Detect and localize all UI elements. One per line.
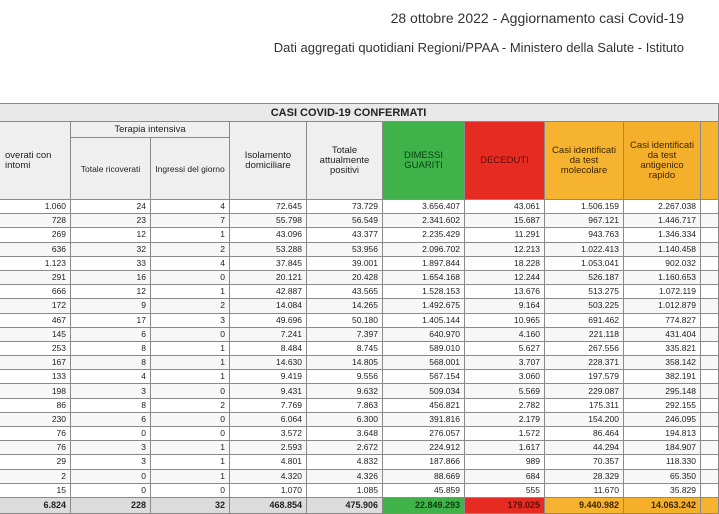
cell-antigenico: 774.827 <box>624 313 701 327</box>
table-row <box>0 228 719 242</box>
cell-isolamento: 7.241 <box>230 327 307 341</box>
table-row <box>0 398 719 412</box>
table-row <box>0 214 719 228</box>
cell-molecolare: 1.506.159 <box>545 200 624 214</box>
cell-positivi: 39.001 <box>307 256 383 270</box>
cell-dimessi: 187.866 <box>383 455 465 469</box>
cell-ti-totale: 3 <box>71 441 151 455</box>
cell-dimessi: 1.897.844 <box>383 256 465 270</box>
cell-deceduti: 13.676 <box>465 285 545 299</box>
cell-ti-ingressi: 0 <box>151 327 230 341</box>
cell-ti-totale: 4 <box>71 370 151 384</box>
table-row <box>0 341 719 355</box>
table-row <box>0 356 719 370</box>
cell-ricoverati: 291 <box>0 270 71 284</box>
cell-antigenico: 1.346.334 <box>624 228 701 242</box>
cell-positivi: 53.956 <box>307 242 383 256</box>
cell-extra <box>701 299 719 313</box>
cell-extra <box>701 398 719 412</box>
cell-ti-ingressi: 1 <box>151 228 230 242</box>
cell-positivi: 50.180 <box>307 313 383 327</box>
total-isolamento: 468.854 <box>230 497 307 513</box>
cell-deceduti: 10.965 <box>465 313 545 327</box>
cell-ti-totale: 23 <box>71 214 151 228</box>
table-row <box>0 256 719 270</box>
cell-molecolare: 1.053.041 <box>545 256 624 270</box>
cell-extra <box>701 228 719 242</box>
cell-ricoverati: 636 <box>0 242 71 256</box>
cell-molecolare: 267.556 <box>545 341 624 355</box>
cell-isolamento: 72.645 <box>230 200 307 214</box>
cell-molecolare: 967.121 <box>545 214 624 228</box>
cell-deceduti: 3.707 <box>465 356 545 370</box>
cell-dimessi: 1.528.153 <box>383 285 465 299</box>
cell-isolamento: 42.887 <box>230 285 307 299</box>
table-row <box>0 313 719 327</box>
cell-extra <box>701 427 719 441</box>
cell-ti-ingressi: 0 <box>151 384 230 398</box>
cell-ti-totale: 12 <box>71 285 151 299</box>
cell-dimessi: 3.656.407 <box>383 200 465 214</box>
cell-dimessi: 88.669 <box>383 469 465 483</box>
cell-positivi: 3.648 <box>307 427 383 441</box>
cell-dimessi: 640.970 <box>383 327 465 341</box>
cell-ti-ingressi: 4 <box>151 200 230 214</box>
cell-molecolare: 197.579 <box>545 370 624 384</box>
cell-dimessi: 45.859 <box>383 483 465 497</box>
cell-antigenico: 1.012.879 <box>624 299 701 313</box>
cell-ricoverati: 253 <box>0 341 71 355</box>
cell-extra <box>701 483 719 497</box>
cell-deceduti: 9.164 <box>465 299 545 313</box>
cell-extra <box>701 441 719 455</box>
cell-ti-ingressi: 0 <box>151 427 230 441</box>
cell-positivi: 73.729 <box>307 200 383 214</box>
cell-ti-totale: 24 <box>71 200 151 214</box>
cell-ricoverati: 1.060 <box>0 200 71 214</box>
cell-deceduti: 2.782 <box>465 398 545 412</box>
cell-isolamento: 6.064 <box>230 412 307 426</box>
cell-extra <box>701 341 719 355</box>
header-deceduti: DECEDUTI <box>465 122 545 200</box>
cell-ricoverati: 2 <box>0 469 71 483</box>
cell-positivi: 9.556 <box>307 370 383 384</box>
cell-ricoverati: 145 <box>0 327 71 341</box>
cell-ti-totale: 12 <box>71 228 151 242</box>
cell-deceduti: 5.569 <box>465 384 545 398</box>
cell-ti-ingressi: 1 <box>151 370 230 384</box>
cell-antigenico: 118.330 <box>624 455 701 469</box>
cell-deceduti: 4.160 <box>465 327 545 341</box>
cell-ti-totale: 8 <box>71 341 151 355</box>
cell-ti-ingressi: 7 <box>151 214 230 228</box>
cell-extra <box>701 412 719 426</box>
cell-deceduti: 1.572 <box>465 427 545 441</box>
cell-isolamento: 1.070 <box>230 483 307 497</box>
cell-antigenico: 184.907 <box>624 441 701 455</box>
header-group-terapia-intensiva: Terapia intensiva <box>71 122 230 138</box>
cell-isolamento: 9.419 <box>230 370 307 384</box>
table-row <box>0 270 719 284</box>
cell-deceduti: 15.687 <box>465 214 545 228</box>
cell-ti-totale: 16 <box>71 270 151 284</box>
total-extra <box>701 497 719 513</box>
cell-ti-ingressi: 0 <box>151 483 230 497</box>
report-title: 28 ottobre 2022 - Aggiornamento casi Covid-19 <box>390 10 684 26</box>
cell-antigenico: 246.095 <box>624 412 701 426</box>
cell-ricoverati: 269 <box>0 228 71 242</box>
cell-ti-totale: 17 <box>71 313 151 327</box>
total-ingressi: 32 <box>151 497 230 513</box>
cell-dimessi: 1.654.168 <box>383 270 465 284</box>
cell-antigenico: 382.191 <box>624 370 701 384</box>
cell-ricoverati: 167 <box>0 356 71 370</box>
cell-isolamento: 43.096 <box>230 228 307 242</box>
cell-extra <box>701 469 719 483</box>
total-positivi: 475.906 <box>307 497 383 513</box>
cell-positivi: 6.300 <box>307 412 383 426</box>
cell-ti-ingressi: 0 <box>151 412 230 426</box>
table-row <box>0 242 719 256</box>
cell-ti-ingressi: 4 <box>151 256 230 270</box>
cell-ricoverati: 1.123 <box>0 256 71 270</box>
cell-extra <box>701 455 719 469</box>
cell-positivi: 2.672 <box>307 441 383 455</box>
cell-molecolare: 503.225 <box>545 299 624 313</box>
total-deceduti: 179.025 <box>465 497 545 513</box>
cell-molecolare: 28.329 <box>545 469 624 483</box>
cell-isolamento: 53.288 <box>230 242 307 256</box>
table-row <box>0 285 719 299</box>
cell-ti-ingressi: 1 <box>151 285 230 299</box>
table-title: CASI COVID-19 CONFERMATI <box>0 104 719 122</box>
cell-deceduti: 43.061 <box>465 200 545 214</box>
cell-ti-ingressi: 1 <box>151 341 230 355</box>
header-antigenico: Casi identificati da test antigenico rapido <box>624 122 701 200</box>
cell-ti-ingressi: 1 <box>151 356 230 370</box>
cell-ti-ingressi: 1 <box>151 441 230 455</box>
table-row <box>0 483 719 497</box>
cell-ti-ingressi: 2 <box>151 398 230 412</box>
cell-ti-ingressi: 2 <box>151 242 230 256</box>
cell-ricoverati: 15 <box>0 483 71 497</box>
header-dimessi: DIMESSI GUARITI <box>383 122 465 200</box>
table-row <box>0 455 719 469</box>
cell-molecolare: 86.464 <box>545 427 624 441</box>
cell-molecolare: 11.670 <box>545 483 624 497</box>
table-row <box>0 327 719 341</box>
cell-positivi: 20.428 <box>307 270 383 284</box>
cell-antigenico: 1.160.653 <box>624 270 701 284</box>
cell-ti-totale: 0 <box>71 469 151 483</box>
cell-positivi: 7.397 <box>307 327 383 341</box>
covid-cases-table <box>0 103 719 514</box>
cell-isolamento: 3.572 <box>230 427 307 441</box>
cell-ricoverati: 198 <box>0 384 71 398</box>
table-row <box>0 384 719 398</box>
cell-antigenico: 335.821 <box>624 341 701 355</box>
cell-dimessi: 2.341.602 <box>383 214 465 228</box>
cell-extra <box>701 384 719 398</box>
cell-isolamento: 14.630 <box>230 356 307 370</box>
cell-molecolare: 691.462 <box>545 313 624 327</box>
cell-antigenico: 194.813 <box>624 427 701 441</box>
cell-ti-totale: 8 <box>71 398 151 412</box>
cell-deceduti: 12.213 <box>465 242 545 256</box>
cell-positivi: 4.326 <box>307 469 383 483</box>
cell-positivi: 14.265 <box>307 299 383 313</box>
total-ti: 228 <box>71 497 151 513</box>
cell-ti-ingressi: 1 <box>151 469 230 483</box>
cell-ti-totale: 32 <box>71 242 151 256</box>
cell-ti-totale: 8 <box>71 356 151 370</box>
total-antigenico: 14.063.242 <box>624 497 701 513</box>
cell-isolamento: 14.084 <box>230 299 307 313</box>
cell-antigenico: 902.032 <box>624 256 701 270</box>
cell-ricoverati: 172 <box>0 299 71 313</box>
cell-ricoverati: 467 <box>0 313 71 327</box>
cell-ricoverati: 666 <box>0 285 71 299</box>
cell-molecolare: 526.187 <box>545 270 624 284</box>
cell-ti-totale: 6 <box>71 412 151 426</box>
cell-ti-ingressi: 1 <box>151 455 230 469</box>
cell-dimessi: 589.010 <box>383 341 465 355</box>
cell-ti-totale: 3 <box>71 384 151 398</box>
cell-deceduti: 2.179 <box>465 412 545 426</box>
cell-positivi: 7.863 <box>307 398 383 412</box>
cell-dimessi: 568.001 <box>383 356 465 370</box>
cell-molecolare: 44.294 <box>545 441 624 455</box>
cell-isolamento: 55.798 <box>230 214 307 228</box>
header-ti-totale: Totale ricoverati <box>71 138 151 200</box>
cell-isolamento: 4.320 <box>230 469 307 483</box>
cell-isolamento: 2.593 <box>230 441 307 455</box>
cell-molecolare: 221.118 <box>545 327 624 341</box>
header-ricoverati: overati con intomi <box>0 122 71 200</box>
cell-dimessi: 276.057 <box>383 427 465 441</box>
cell-antigenico: 1.446.717 <box>624 214 701 228</box>
cell-molecolare: 228.371 <box>545 356 624 370</box>
cell-positivi: 4.832 <box>307 455 383 469</box>
cell-molecolare: 175.311 <box>545 398 624 412</box>
cell-ti-totale: 3 <box>71 455 151 469</box>
cell-extra <box>701 370 719 384</box>
cell-ti-totale: 0 <box>71 427 151 441</box>
cell-ti-totale: 9 <box>71 299 151 313</box>
cell-deceduti: 989 <box>465 455 545 469</box>
total-dimessi: 22.849.293 <box>383 497 465 513</box>
cell-deceduti: 684 <box>465 469 545 483</box>
cell-positivi: 43.565 <box>307 285 383 299</box>
header-positivi: Totale attualmente positivi <box>307 122 383 200</box>
cell-isolamento: 8.484 <box>230 341 307 355</box>
cell-deceduti: 3.060 <box>465 370 545 384</box>
cell-ti-ingressi: 3 <box>151 313 230 327</box>
cell-molecolare: 70.357 <box>545 455 624 469</box>
cell-ti-ingressi: 0 <box>151 270 230 284</box>
cell-isolamento: 7.769 <box>230 398 307 412</box>
totals-row <box>0 497 719 513</box>
cell-antigenico: 35.829 <box>624 483 701 497</box>
total-molecolare: 9.440.982 <box>545 497 624 513</box>
cell-positivi: 43.377 <box>307 228 383 242</box>
cell-ricoverati: 86 <box>0 398 71 412</box>
table-row <box>0 299 719 313</box>
cell-dimessi: 567.154 <box>383 370 465 384</box>
table-row <box>0 441 719 455</box>
cell-molecolare: 229.087 <box>545 384 624 398</box>
cell-positivi: 8.745 <box>307 341 383 355</box>
cell-ricoverati: 76 <box>0 441 71 455</box>
cell-ricoverati: 76 <box>0 427 71 441</box>
table-row <box>0 412 719 426</box>
cell-dimessi: 1.492.675 <box>383 299 465 313</box>
cell-antigenico: 292.155 <box>624 398 701 412</box>
cell-extra <box>701 214 719 228</box>
cell-isolamento: 49.696 <box>230 313 307 327</box>
cell-dimessi: 391.816 <box>383 412 465 426</box>
cell-dimessi: 1.405.144 <box>383 313 465 327</box>
report-subtitle: Dati aggregati quotidiani Regioni/PPAA - Ministero della Salute - Istituto <box>273 40 684 55</box>
cell-positivi: 56.549 <box>307 214 383 228</box>
cell-extra <box>701 270 719 284</box>
cell-positivi: 14.805 <box>307 356 383 370</box>
cell-molecolare: 943.763 <box>545 228 624 242</box>
table-row <box>0 469 719 483</box>
cell-isolamento: 9.431 <box>230 384 307 398</box>
header-extra <box>701 122 719 200</box>
cell-ricoverati: 728 <box>0 214 71 228</box>
cell-antigenico: 65.350 <box>624 469 701 483</box>
cell-isolamento: 37.845 <box>230 256 307 270</box>
cell-antigenico: 1.140.458 <box>624 242 701 256</box>
cell-positivi: 1.085 <box>307 483 383 497</box>
header-ti-ingressi: Ingressi del giorno <box>151 138 230 200</box>
cell-extra <box>701 200 719 214</box>
cell-dimessi: 224.912 <box>383 441 465 455</box>
header-molecolare: Casi identificati da test molecolare <box>545 122 624 200</box>
cell-antigenico: 2.267.038 <box>624 200 701 214</box>
cell-antigenico: 431.404 <box>624 327 701 341</box>
cell-dimessi: 456.821 <box>383 398 465 412</box>
cell-deceduti: 11.291 <box>465 228 545 242</box>
cell-molecolare: 154.200 <box>545 412 624 426</box>
cell-deceduti: 555 <box>465 483 545 497</box>
cell-extra <box>701 256 719 270</box>
cell-ti-totale: 33 <box>71 256 151 270</box>
cell-extra <box>701 242 719 256</box>
cell-dimessi: 2.096.702 <box>383 242 465 256</box>
cell-extra <box>701 356 719 370</box>
cell-ti-ingressi: 2 <box>151 299 230 313</box>
cell-dimessi: 2.235.429 <box>383 228 465 242</box>
cell-molecolare: 513.275 <box>545 285 624 299</box>
cell-molecolare: 1.022.413 <box>545 242 624 256</box>
cell-deceduti: 5.627 <box>465 341 545 355</box>
total-ricoverati: 6.824 <box>0 497 71 513</box>
cell-antigenico: 1.072.119 <box>624 285 701 299</box>
cell-extra <box>701 327 719 341</box>
cell-antigenico: 358.142 <box>624 356 701 370</box>
cell-extra <box>701 313 719 327</box>
cell-ricoverati: 230 <box>0 412 71 426</box>
cell-ricoverati: 29 <box>0 455 71 469</box>
cell-isolamento: 20.121 <box>230 270 307 284</box>
table-row <box>0 427 719 441</box>
cell-deceduti: 12.244 <box>465 270 545 284</box>
table-row <box>0 200 719 214</box>
cell-ti-totale: 6 <box>71 327 151 341</box>
cell-deceduti: 18.228 <box>465 256 545 270</box>
cell-positivi: 9.632 <box>307 384 383 398</box>
table-row <box>0 370 719 384</box>
cell-dimessi: 509.034 <box>383 384 465 398</box>
cell-antigenico: 295.148 <box>624 384 701 398</box>
cell-deceduti: 1.617 <box>465 441 545 455</box>
cell-extra <box>701 285 719 299</box>
header-isolamento: Isolamento domiciliare <box>230 122 307 200</box>
cell-ti-totale: 0 <box>71 483 151 497</box>
cell-ricoverati: 133 <box>0 370 71 384</box>
cell-isolamento: 4.801 <box>230 455 307 469</box>
